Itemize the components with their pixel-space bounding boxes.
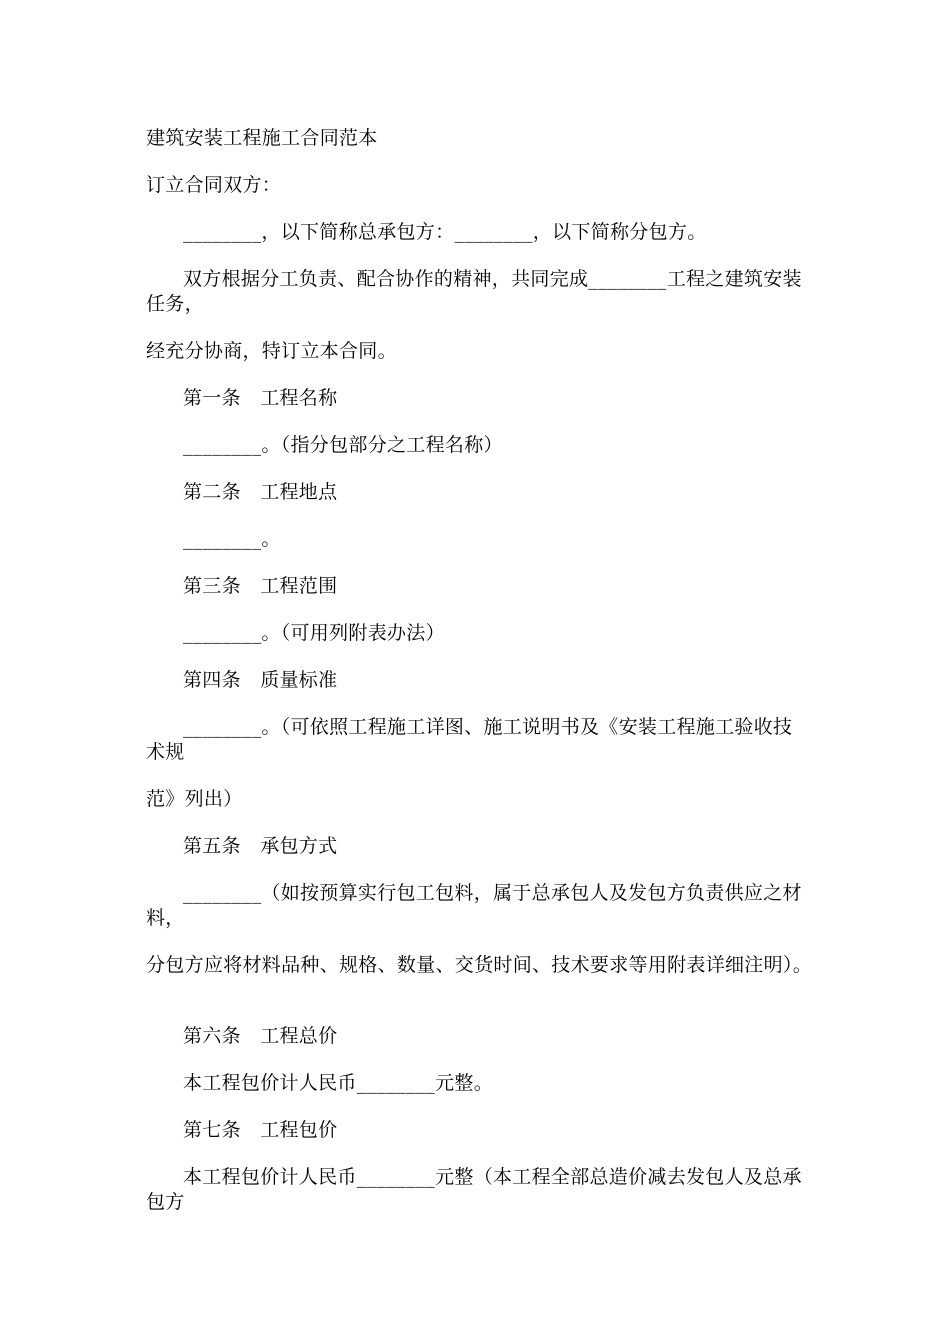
article-5-body-wrap: 料，	[146, 907, 185, 929]
article-5-body: ________（如按预算实行包工包料，属于总承包人及发包方负责供应之材	[183, 882, 802, 904]
article-2-body: ________。	[183, 528, 281, 550]
article-4-body: ________。（可依照工程施工详图、施工说明书及《安装工程施工验收技	[183, 716, 793, 738]
parties-line: ________，以下简称总承包方：________，以下简称分包方。	[183, 221, 707, 243]
article-7-heading: 第七条 工程包价	[183, 1119, 338, 1141]
article-4-heading: 第四条 质量标准	[183, 669, 338, 691]
preamble-end: 经充分协商，特订立本合同。	[146, 340, 397, 362]
parties-heading: 订立合同双方：	[146, 174, 282, 196]
article-5-body-end: 分包方应将材料品种、规格、数量、交货时间、技术要求等用附表详细注明）。	[146, 954, 813, 976]
preamble-line: 双方根据分工负责、配合协作的精神，共同完成________工程之建筑安装	[183, 268, 802, 290]
article-6-heading: 第六条 工程总价	[183, 1025, 338, 1047]
document-title: 建筑安装工程施工合同范本	[146, 127, 378, 149]
article-3-body: ________。（可用列附表办法）	[183, 622, 445, 644]
article-6-body: 本工程包价计人民币________元整。	[183, 1072, 494, 1094]
article-7-body: 本工程包价计人民币________元整（本工程全部总造价减去发包人及总承	[183, 1166, 802, 1188]
article-1-body: ________。（指分包部分之工程名称）	[183, 434, 503, 456]
article-7-body-wrap: 包方	[146, 1191, 185, 1213]
article-1-heading: 第一条 工程名称	[183, 387, 338, 409]
article-4-body-wrap: 术规	[146, 741, 185, 763]
preamble-wrap: 任务，	[146, 293, 204, 315]
article-3-heading: 第三条 工程范围	[183, 575, 338, 597]
article-4-body-end: 范》列出）	[146, 788, 243, 810]
article-2-heading: 第二条 工程地点	[183, 481, 338, 503]
article-5-heading: 第五条 承包方式	[183, 835, 338, 857]
